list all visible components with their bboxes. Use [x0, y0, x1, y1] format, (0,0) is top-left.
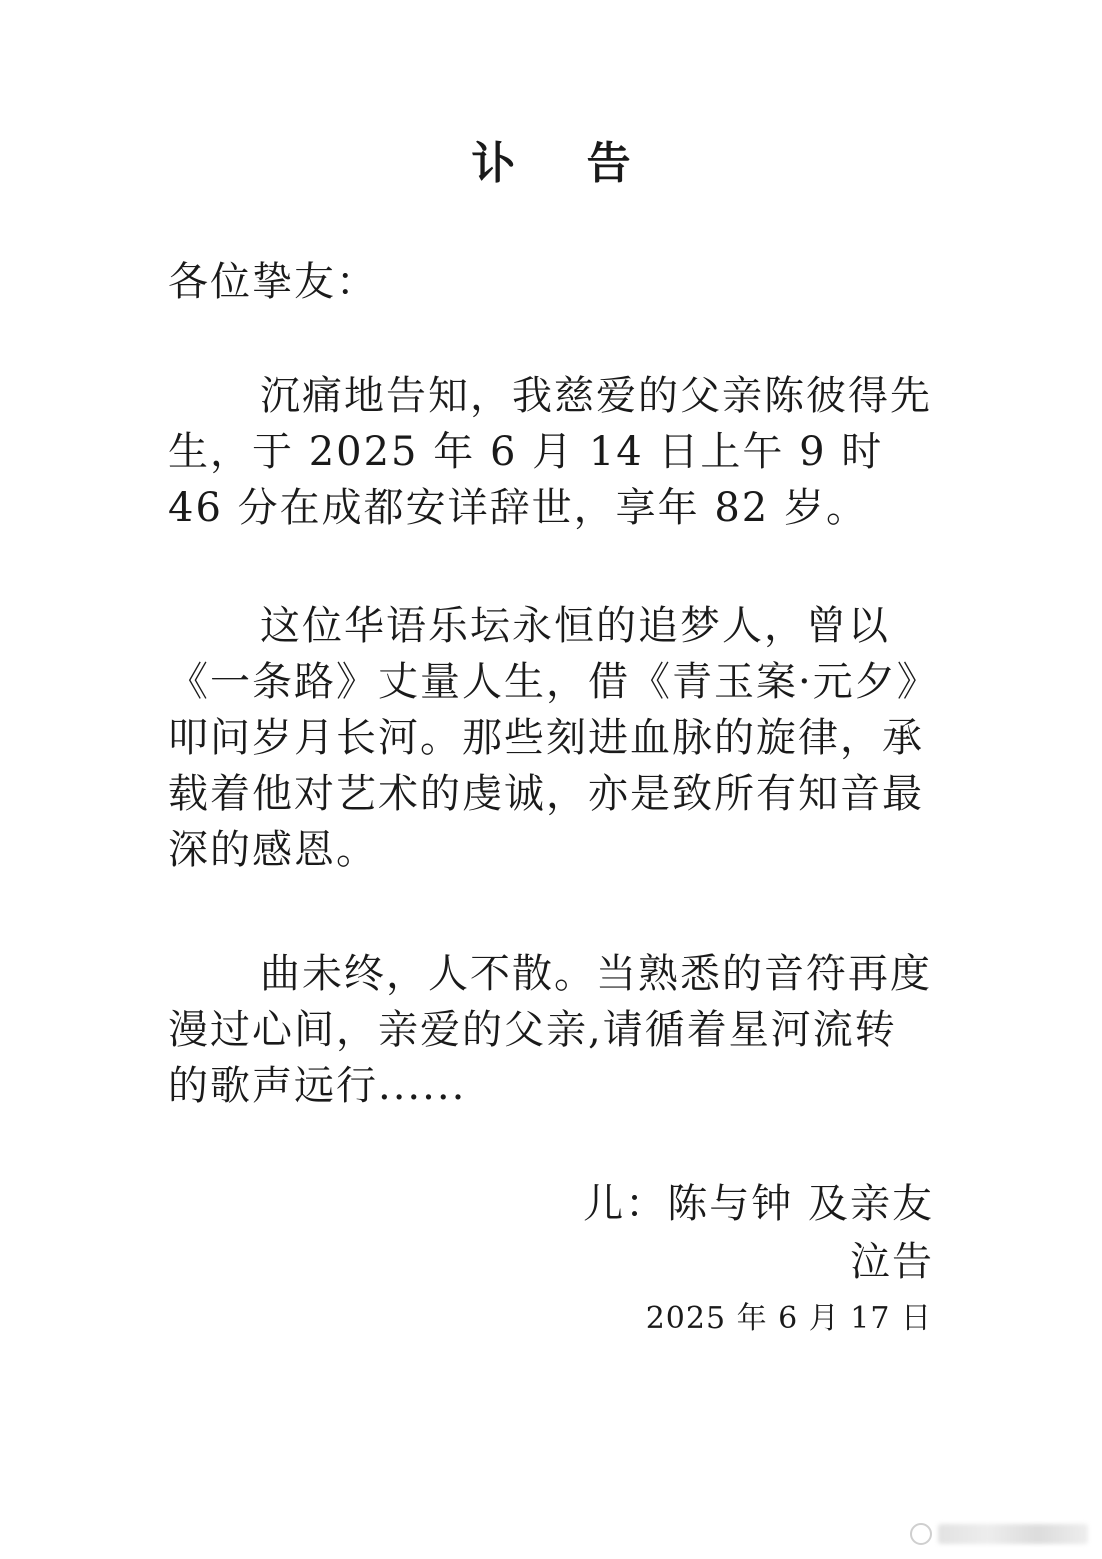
weibo-logo-icon: [910, 1523, 932, 1545]
document-title: 讣 告: [471, 138, 659, 189]
watermark-blurred-text: [938, 1524, 1088, 1544]
paragraph-3: 曲未终，人不散。当熟悉的音符再度漫过心间，亲爱的父亲,请循着星河流转的歌声远行......: [168, 951, 932, 1109]
watermark: [910, 1523, 1088, 1545]
paragraph-1: 沉痛地告知，我慈爱的父亲陈彼得先生，于 2025 年 6 月 14 日上午 9 时 46 分在成都安详辞世，享年 82 岁。: [168, 373, 932, 531]
paragraph-2: 这位华语乐坛永恒的追梦人，曾以《一条路》丈量人生，借《青玉案·元夕》叩问岁月长河。那些刻进血脉的旋律，承载着他对艺术的虔诚，亦是致所有知音最深的感恩。: [168, 603, 924, 873]
signer-line: 儿：陈与钟 及亲友: [583, 1181, 934, 1227]
salutation: 各位挚友：: [168, 259, 378, 305]
mourn-line: 泣告: [850, 1239, 934, 1285]
document-date: 2025 年 6 月 17 日: [645, 1301, 932, 1336]
